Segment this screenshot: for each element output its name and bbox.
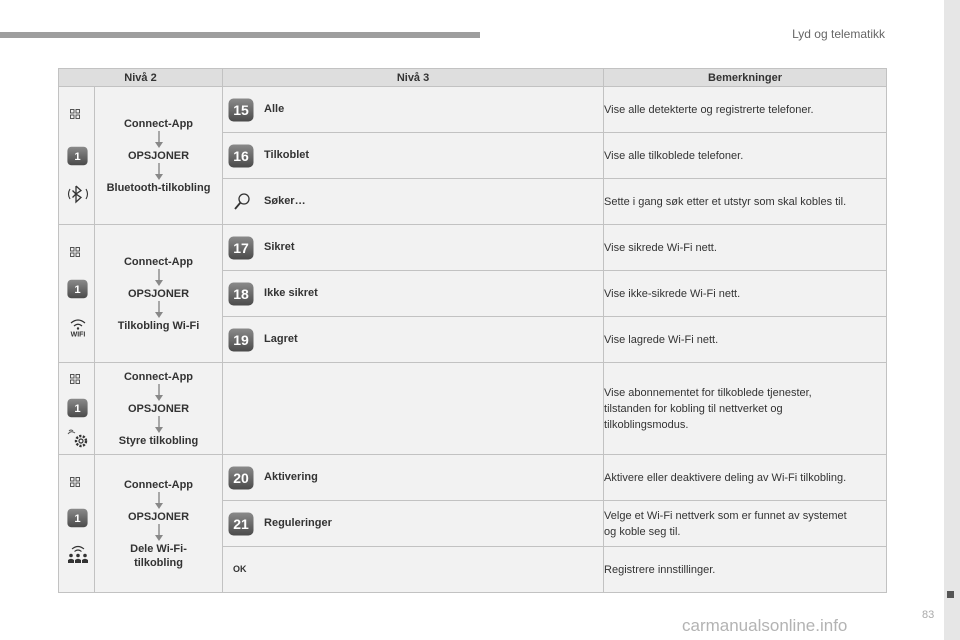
path-step: Bluetooth-tilkobling — [106, 181, 211, 194]
level3-cell — [223, 87, 604, 133]
path-step: Connect-App — [123, 478, 194, 491]
search-icon — [233, 192, 251, 212]
remark-cell — [604, 363, 887, 455]
wifi-icon — [65, 315, 91, 337]
header-level3: Nivå 3 — [223, 69, 604, 87]
svg-text:20: 20 — [233, 469, 249, 486]
level3-cell — [223, 225, 604, 271]
level3-label: Reguleringer — [264, 516, 332, 529]
table-row — [59, 225, 887, 271]
group-icons-share — [59, 455, 95, 593]
page-edge-strip — [944, 0, 960, 640]
level3-label: Tilkoblet — [264, 148, 310, 161]
path-share — [95, 455, 223, 593]
path-step: OPSJONER — [127, 510, 190, 523]
level3-label: Alle — [264, 102, 285, 115]
header-level2: Nivå 2 — [59, 69, 223, 87]
step-badge — [228, 236, 254, 260]
step-badge — [228, 328, 254, 352]
step-badge — [228, 282, 254, 306]
arrow-down-icon — [154, 492, 164, 510]
remark-cell: Vise sikrede Wi-Fi nett. — [604, 225, 887, 271]
level3-label: Aktivering — [264, 470, 318, 483]
path-wifi — [95, 225, 223, 363]
level3-label: Lagret — [264, 332, 298, 345]
level3-label: Søker… — [264, 194, 306, 207]
section-title: Lyd og telematikk — [792, 27, 885, 41]
apps-grid-icon — [70, 247, 80, 257]
path-manage — [95, 363, 223, 455]
path-step: Connect-App — [123, 370, 194, 383]
arrow-down-icon — [154, 163, 164, 181]
remark-cell: Sette i gang søk etter et utstyr som skal kobles til. — [604, 179, 887, 225]
path-step: Tilkobling Wi-Fi — [117, 319, 200, 332]
remark-line: Vise abonnementet for tilkoblede tjenester, — [604, 386, 812, 399]
arrow-down-icon — [154, 524, 164, 542]
level3-label: Ikke sikret — [264, 286, 318, 299]
level3-cell — [223, 317, 604, 363]
level3-cell — [223, 271, 604, 317]
bluetooth-icon — [65, 183, 91, 205]
group-icons-bluetooth — [59, 87, 95, 225]
remark-cell: Vise alle detekterte og registrerte telefoner. — [604, 87, 887, 133]
watermark: carmanualsonline.info — [682, 616, 848, 635]
path-step: Dele Wi-Fi- — [130, 542, 187, 555]
path-step: OPSJONER — [127, 402, 190, 415]
level3-cell — [223, 179, 604, 225]
remark-cell: Vise ikke-sikrede Wi-Fi nett. — [604, 271, 887, 317]
gear-icon — [65, 427, 91, 449]
remark-cell: Vise lagrede Wi-Fi nett. — [604, 317, 887, 363]
step-badge — [67, 396, 88, 420]
svg-text:15: 15 — [233, 101, 249, 118]
apps-grid-icon — [70, 374, 80, 384]
step-badge — [228, 144, 254, 168]
path-step: OPSJONER — [127, 287, 190, 300]
page-number: 83 — [922, 609, 935, 621]
path-step: Styre tilkobling — [118, 434, 199, 447]
arrow-down-icon — [154, 384, 164, 402]
group-icons-manage — [59, 363, 95, 455]
level3-label: Sikret — [264, 240, 295, 253]
remark-cell: Vise alle tilkoblede telefoner. — [604, 133, 887, 179]
remark-cell: Aktivere eller deaktivere deling av Wi-Fi tilkobling. — [604, 455, 887, 501]
table-row — [59, 363, 887, 455]
svg-text:1: 1 — [74, 513, 81, 526]
level3-cell — [223, 133, 604, 179]
header-bar — [0, 32, 480, 38]
table-header-row — [59, 69, 887, 87]
level3-cell-empty — [223, 363, 604, 455]
apps-grid-icon — [70, 477, 80, 487]
svg-text:17: 17 — [233, 239, 249, 256]
remark-cell — [604, 501, 887, 547]
svg-text:WIFI: WIFI — [70, 331, 86, 337]
svg-text:1: 1 — [74, 284, 81, 297]
remark-line: og koble seg til. — [604, 525, 681, 538]
svg-text:1: 1 — [74, 151, 81, 164]
path-step: tilkobling — [134, 556, 183, 569]
arrow-down-icon — [154, 301, 164, 319]
menu-table — [58, 68, 887, 593]
step-badge — [228, 466, 254, 490]
level3-cell — [223, 547, 604, 593]
level3-cell — [223, 455, 604, 501]
remark-line: tilstanden for kobling til nettverket og — [604, 402, 783, 415]
arrow-down-icon — [154, 416, 164, 434]
group-icons-wifi — [59, 225, 95, 363]
svg-text:16: 16 — [233, 147, 249, 164]
arrow-down-icon — [154, 269, 164, 287]
page-marker — [947, 591, 954, 598]
step-badge — [67, 144, 88, 168]
table-row — [59, 87, 887, 133]
path-step: Connect-App — [123, 255, 194, 268]
remark-cell: Registrere innstillinger. — [604, 547, 887, 593]
arrow-down-icon — [154, 131, 164, 149]
path-bluetooth — [95, 87, 223, 225]
table-row — [59, 455, 887, 501]
svg-text:18: 18 — [233, 285, 249, 302]
path-step: OPSJONER — [127, 149, 190, 162]
svg-text:21: 21 — [233, 515, 249, 532]
step-badge — [67, 506, 88, 530]
share-users-icon — [65, 543, 91, 565]
svg-text:1: 1 — [74, 403, 81, 416]
svg-text:19: 19 — [233, 331, 249, 348]
step-badge — [228, 512, 254, 536]
level3-cell — [223, 501, 604, 547]
apps-grid-icon — [70, 109, 80, 119]
remark-line: Velge et Wi-Fi nettverk som er funnet av systemet — [604, 509, 847, 522]
step-badge — [67, 277, 88, 301]
remark-line: tilkoblingsmodus. — [604, 418, 689, 431]
header-remarks: Bemerkninger — [604, 69, 887, 87]
path-step: Connect-App — [123, 117, 194, 130]
step-badge — [228, 98, 254, 122]
ok-label: OK — [233, 563, 247, 574]
